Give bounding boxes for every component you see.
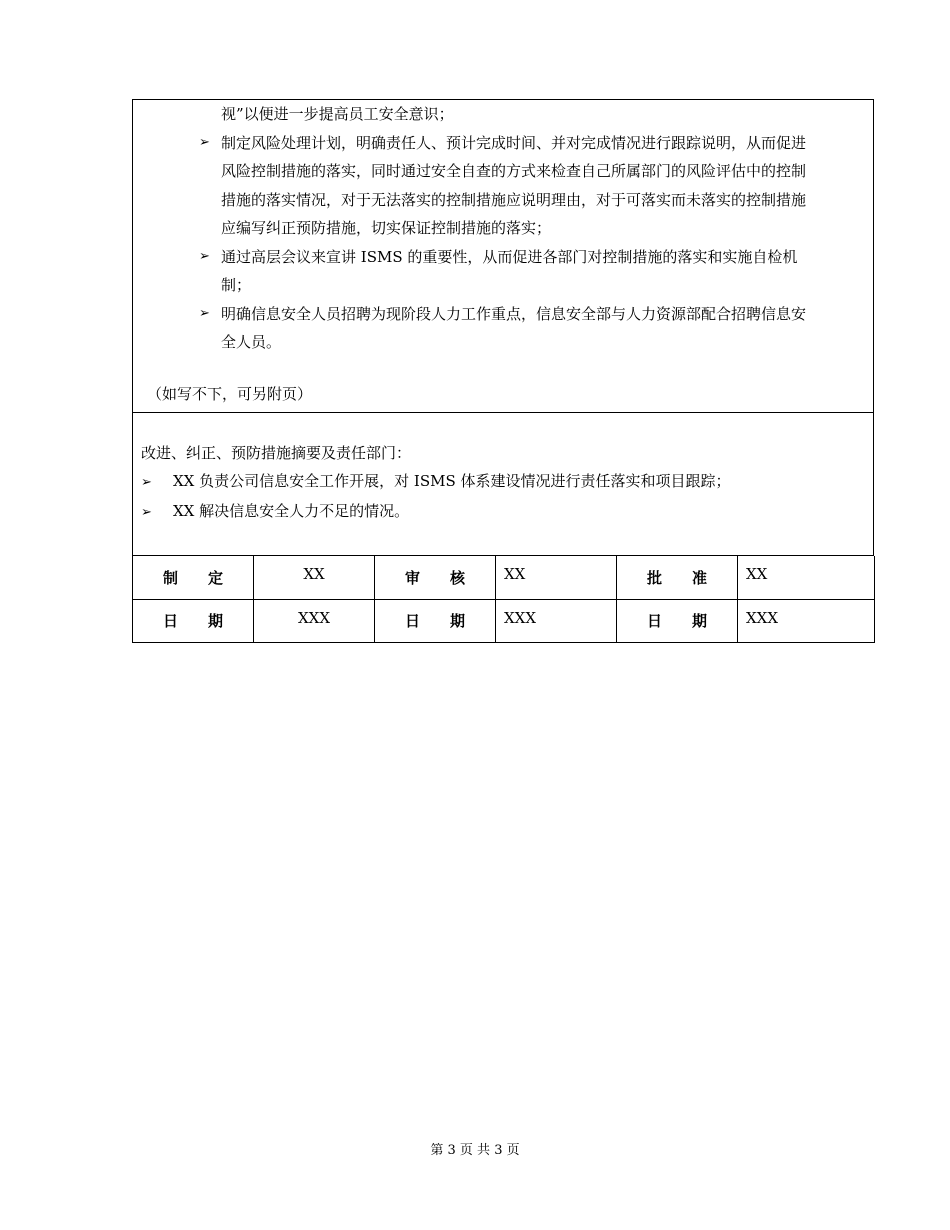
date-label: 日 期 xyxy=(617,599,738,642)
table-row xyxy=(133,599,875,642)
signoff-table xyxy=(132,556,875,643)
arrow-bullet-icon: ➢ xyxy=(199,305,210,321)
arrow-bullet-icon: ➢ xyxy=(141,475,152,490)
overflow-note: （如写不下，可另附页） xyxy=(147,385,313,403)
list-line: 制定风险处理计划，明确责任人、预计完成时间、并对完成情况进行跟踪说明，从而促进 xyxy=(221,133,807,152)
measures-list xyxy=(199,100,859,357)
reviewed-value: XX xyxy=(496,556,617,599)
date-label: 日 期 xyxy=(375,599,496,642)
approved-label: 批 准 xyxy=(617,556,738,599)
table-row xyxy=(133,556,875,599)
prepared-value: XX xyxy=(254,556,375,599)
date-label: 日 期 xyxy=(133,599,254,642)
list-item xyxy=(199,243,859,300)
list-line: 应编写纠正预防措施，切实保证控制措施的落实； xyxy=(221,219,552,237)
date-value: XXX xyxy=(496,599,617,642)
list-item xyxy=(141,467,731,497)
date-value: XXX xyxy=(254,599,375,642)
arrow-bullet-icon: ➢ xyxy=(141,505,152,520)
continuation-line: 视”以便进一步提高员工安全意识； xyxy=(221,105,454,123)
list-item xyxy=(199,129,859,243)
corrective-section xyxy=(132,413,874,556)
form-sheet xyxy=(132,99,874,643)
list-line: 通过高层会议来宣讲 ISMS 的重要性，从而促进各部门对控制措施的落实和实施自检机 xyxy=(221,247,798,266)
page-footer: 第 3 页 共 3 页 xyxy=(430,1143,520,1158)
list-line: 制； xyxy=(221,276,252,294)
list-line: 明确信息安全人员招聘为现阶段人力工作重点，信息安全部与人力资源部配合招聘信息安 xyxy=(221,304,807,323)
measures-section xyxy=(132,99,874,413)
arrow-bullet-icon: ➢ xyxy=(199,248,210,264)
list-text: XX 负责公司信息安全工作开展，对 ISMS 体系建设情况进行责任落实和项目跟踪； xyxy=(173,472,731,490)
prepared-label: 制 定 xyxy=(133,556,254,599)
reviewed-label: 审 核 xyxy=(375,556,496,599)
list-line: 措施的落实情况，对于无法落实的控制措施应说明理由，对于可落实而未落实的控制措施 xyxy=(221,190,807,209)
list-line: 全人员。 xyxy=(221,333,282,351)
list-item xyxy=(141,497,409,527)
date-value: XXX xyxy=(738,599,875,642)
arrow-bullet-icon: ➢ xyxy=(199,134,210,150)
list-line: 风险控制措施的落实，同时通过安全自查的方式来检查自己所属部门的风险评估中的控制 xyxy=(221,162,807,180)
corrective-heading: 改进、纠正、预防措施摘要及责任部门： xyxy=(141,444,412,462)
list-text: XX 解决信息安全人力不足的情况。 xyxy=(173,502,410,520)
list-item xyxy=(199,300,859,357)
approved-value: XX xyxy=(738,556,875,599)
